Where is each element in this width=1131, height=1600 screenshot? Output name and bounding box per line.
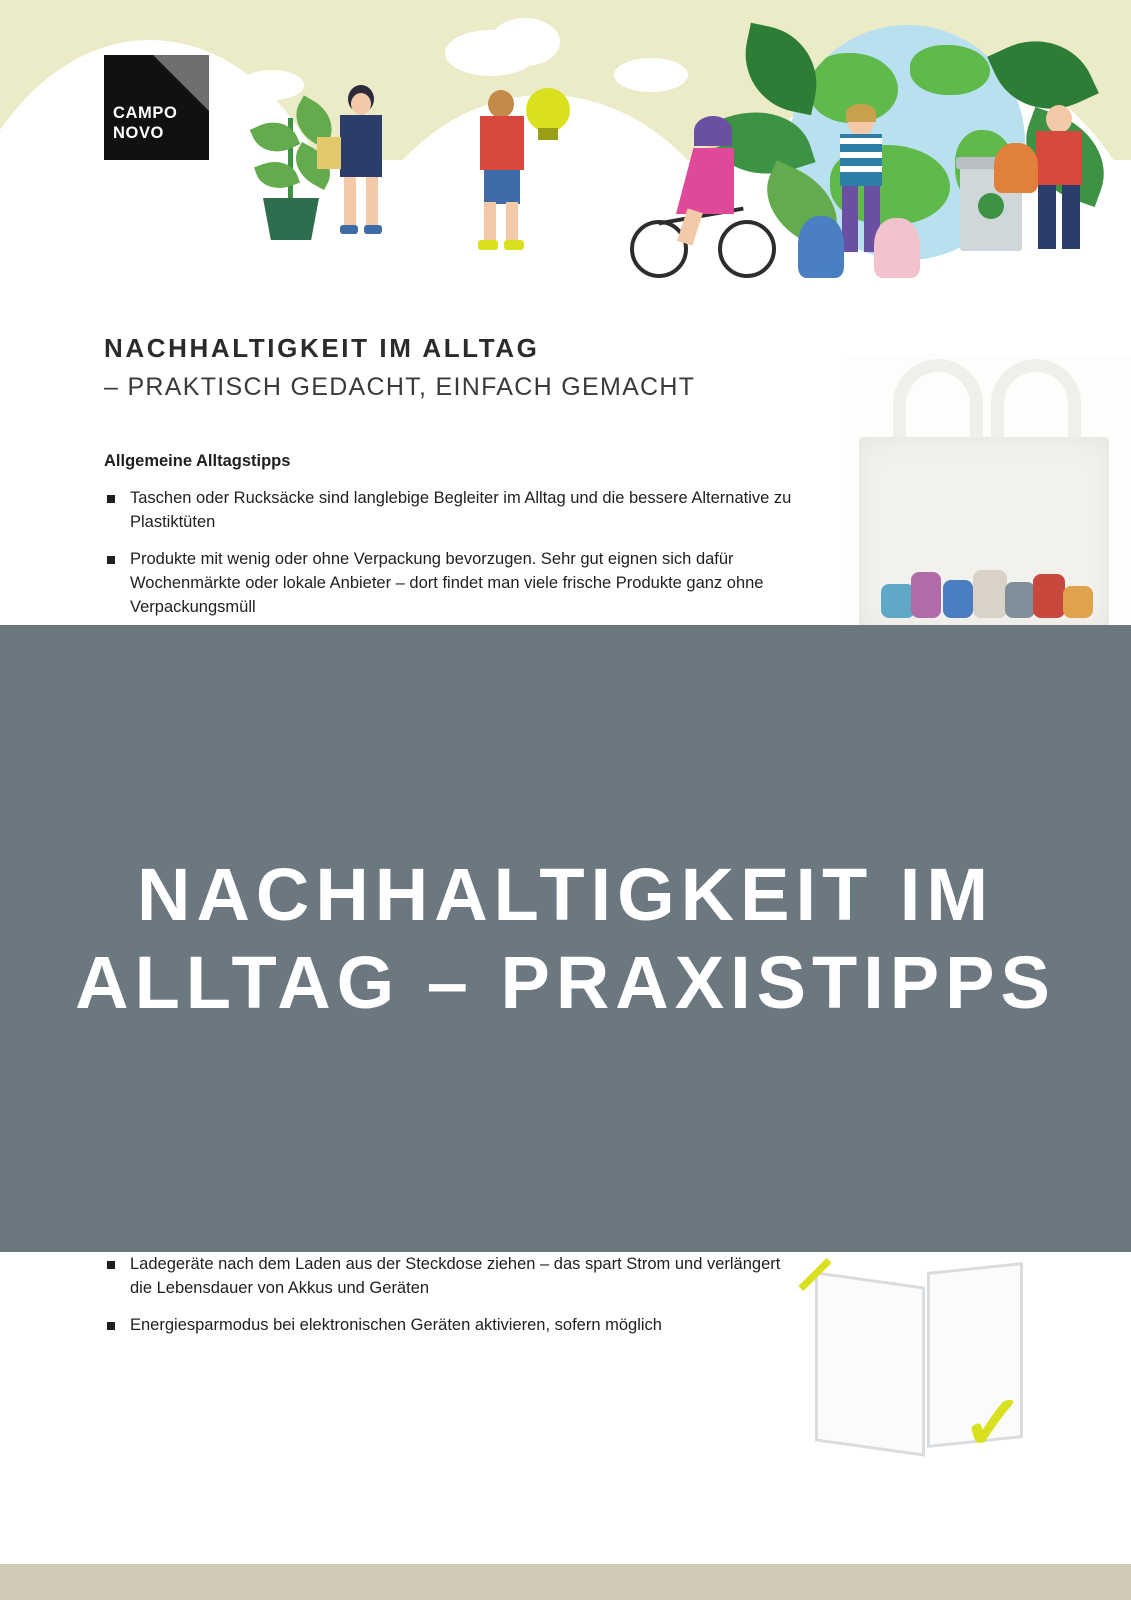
- recycling-symbol-icon: [978, 193, 1004, 219]
- section-general-tips: [104, 452, 804, 620]
- logo-text: [113, 103, 177, 144]
- bullet-icon: [107, 1261, 115, 1269]
- window-photo: [815, 1253, 1045, 1468]
- recycling-bag-icon: [798, 216, 844, 278]
- list-item-text: Ladegeräte nach dem Laden aus der Steckdose ziehen – das spart Strom und verlängert die Lebensdauer von Akkus und Geräten: [130, 1255, 781, 1298]
- window-pane-left: [815, 1271, 925, 1456]
- bicycle-wheel-icon: [718, 220, 776, 278]
- page-subtitle: – PRAKTISCH GEDACHT, EINFACH GEMACHT: [104, 372, 696, 401]
- list-item: [104, 1314, 804, 1338]
- page-title-block: [104, 332, 695, 403]
- list-item: [104, 548, 804, 620]
- cloud-icon: [490, 18, 560, 66]
- cloud-icon: [240, 70, 304, 100]
- flower-pot-icon: [263, 198, 319, 240]
- section-heading: Allgemeine Alltagstipps: [104, 452, 291, 470]
- checkmark-icon: ✓: [961, 1381, 1025, 1466]
- campo-novo-logo: [104, 55, 209, 160]
- tote-contents: [881, 564, 1096, 622]
- logo-line-2: NOVO: [113, 124, 164, 143]
- bullet-icon: [107, 1322, 115, 1330]
- logo-line-1: CAMPO: [113, 103, 178, 122]
- list-item-text: Taschen oder Rucksäcke sind langlebige Begleiter im Alltag und die bessere Alternative zu Plastiktüten: [130, 489, 792, 531]
- recycling-bag-icon: [874, 218, 920, 278]
- overlay-title-card: [0, 625, 1131, 1252]
- list-item-text: Energiesparmodus bei elektronischen Geräten aktivieren, sofern möglich: [130, 1316, 662, 1335]
- bicycle-wheel-icon: [630, 220, 688, 278]
- list-item: [104, 1253, 804, 1301]
- waste-bag-icon: [994, 143, 1038, 193]
- leaf-icon: [735, 23, 828, 116]
- cloud-icon: [614, 58, 688, 92]
- footer-bar: [0, 1564, 1131, 1600]
- list-item-text: Produkte mit wenig oder ohne Verpackung bevorzugen. Sehr gut eignen sich dafür Wochenmärkte oder lokale Anbieter – dort findet man viele frische Produkte ganz ohne Verpackungsmüll: [130, 549, 764, 616]
- tips-list: [104, 487, 804, 620]
- bullet-icon: [107, 556, 115, 564]
- list-item: [104, 487, 804, 535]
- page-title: NACHHALTIGKEIT IM ALLTAG: [104, 333, 540, 363]
- bullet-icon: [107, 495, 115, 503]
- tote-bag-photo: [841, 355, 1131, 630]
- overlay-title: NACHHALTIGKEIT IM ALLTAG – PRAXISTIPPS: [75, 853, 1056, 1024]
- lightbulb-icon: [526, 88, 570, 132]
